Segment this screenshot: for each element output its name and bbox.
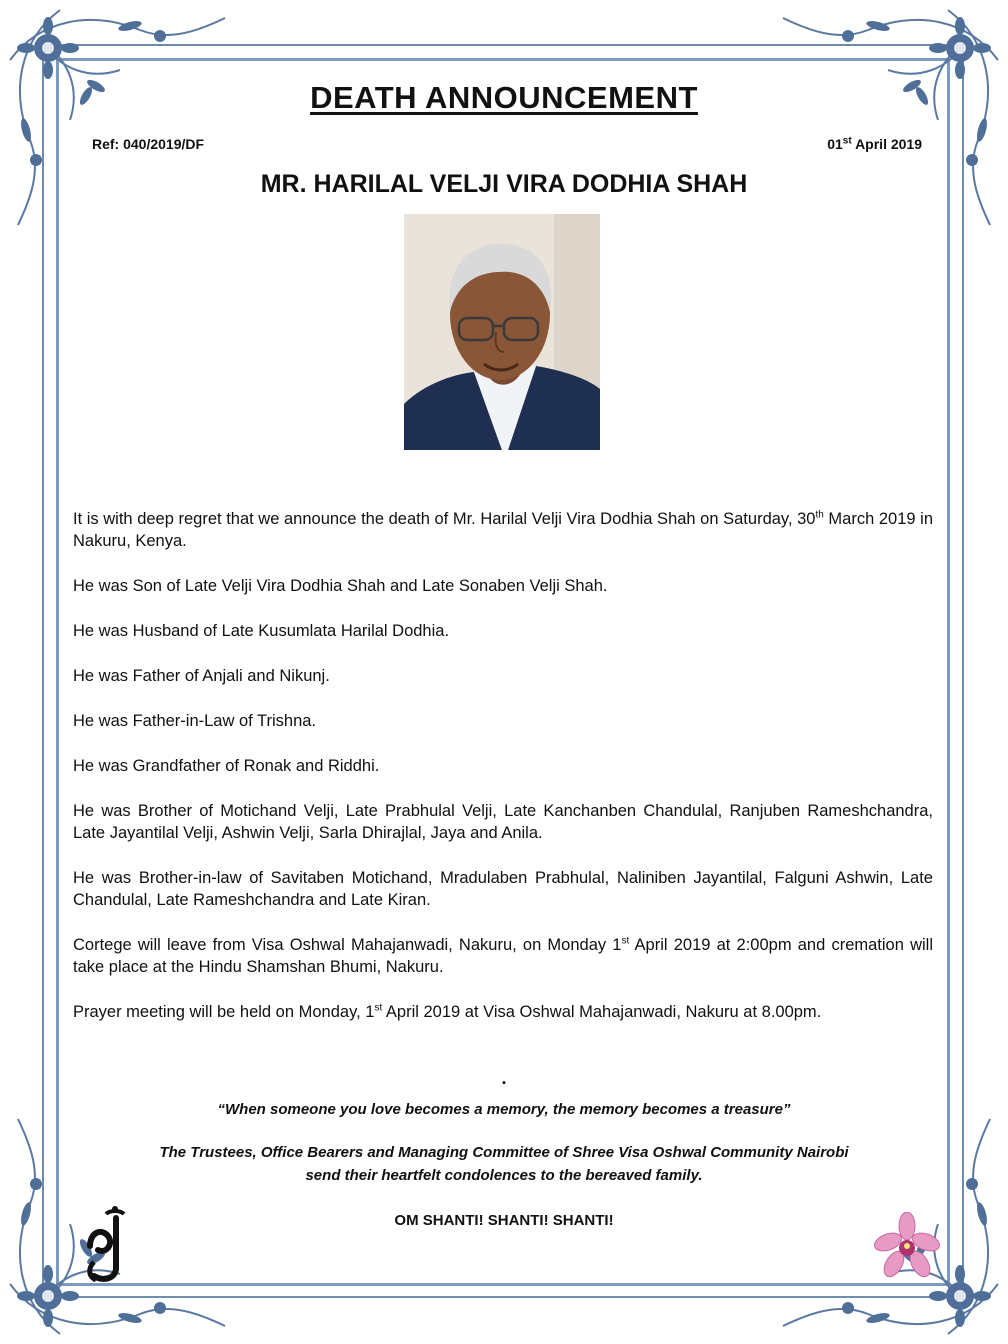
page-title xyxy=(0,80,1008,116)
om-shanti: OM SHANTI! SHANTI! SHANTI! xyxy=(394,1212,614,1229)
prayer-text-b: April 2019 at Visa Oshwal Mahajanwadi, Nakuru at 8.00pm. xyxy=(382,1003,822,1021)
husband-paragraph: He was Husband of Late Kusumlata Harilal Dodhia. xyxy=(73,622,450,640)
memorial-quote: “When someone you love becomes a memory, the memory becomes a treasure” xyxy=(217,1101,791,1118)
announcement-date xyxy=(827,136,922,152)
title-text: DEATH ANNOUNCEMENT xyxy=(310,80,698,115)
brother-paragraph: He was Brother of Motichand Velji, Late Prabhulal Velji, Late Kanchanben Chandulal, Ranjuben Rameshchandra, Late Jayantilal Velji, Ashwin Velji, Sarla Dhirajlal, Jaya and Anila. xyxy=(73,802,933,842)
prayer-text-a: Prayer meeting will be held on Monday, 1 xyxy=(73,1003,375,1021)
cortege-paragraph xyxy=(73,934,933,978)
son-paragraph: He was Son of Late Velji Vira Dodhia Shah and Late Sonaben Velji Shah. xyxy=(73,577,608,595)
condolence-line-2: send their heartfelt condolences to the bereaved family. xyxy=(305,1167,703,1184)
portrait-photo xyxy=(404,214,600,450)
father-in-law-paragraph: He was Father-in-Law of Trishna. xyxy=(73,712,317,730)
father-paragraph: He was Father of Anjali and Nikunj. xyxy=(73,667,330,685)
brother-in-law-paragraph: He was Brother-in-law of Savitaben Motichand, Mradulaben Prabhulal, Naliniben Jayantilal, Falguni Ashwin, Late Chandulal, Late Rameshchandra and Late Kiran. xyxy=(73,869,933,909)
announcement-body xyxy=(73,508,933,1046)
prayer-paragraph xyxy=(73,1001,933,1023)
cortege-text-b: April 2019 at 2:00pm and cremation will take place at the Hindu Shamshan Bhumi, Nakuru. xyxy=(73,936,933,976)
cortege-text-a: Cortege will leave from Visa Oshwal Mahajanwadi, Nakuru, on Monday 1 xyxy=(73,936,622,954)
deceased-name: MR. HARILAL VELJI VIRA DODHIA SHAH xyxy=(260,170,748,198)
orchid-icon xyxy=(874,1212,940,1282)
condolence-line-1: The Trustees, Office Bearers and Managing Committee of Shree Visa Oshwal Community Nairobi xyxy=(159,1144,849,1161)
separator-dot: . xyxy=(501,1068,507,1088)
grandfather-paragraph: He was Grandfather of Ronak and Riddhi. xyxy=(73,757,380,775)
date-suffix: st xyxy=(842,135,852,147)
condolence-message xyxy=(0,1141,1008,1187)
reference-number: Ref: 040/2019/DF xyxy=(92,136,205,152)
death-text-b: March 2019 in Nakuru, Kenya. xyxy=(73,510,933,550)
cortege-day-suffix: st xyxy=(621,935,630,947)
jain-symbol-icon xyxy=(80,1206,130,1286)
death-text-a: It is with deep regret that we announce the death of Mr. Harilal Velji Vira Dodhia Shah on Saturday, 30 xyxy=(73,510,816,528)
date-rest: April 2019 xyxy=(851,136,922,152)
date-day: 01 xyxy=(827,136,843,152)
death-day-suffix: th xyxy=(815,509,824,521)
prayer-day-suffix: st xyxy=(374,1002,383,1014)
death-paragraph xyxy=(73,508,933,552)
